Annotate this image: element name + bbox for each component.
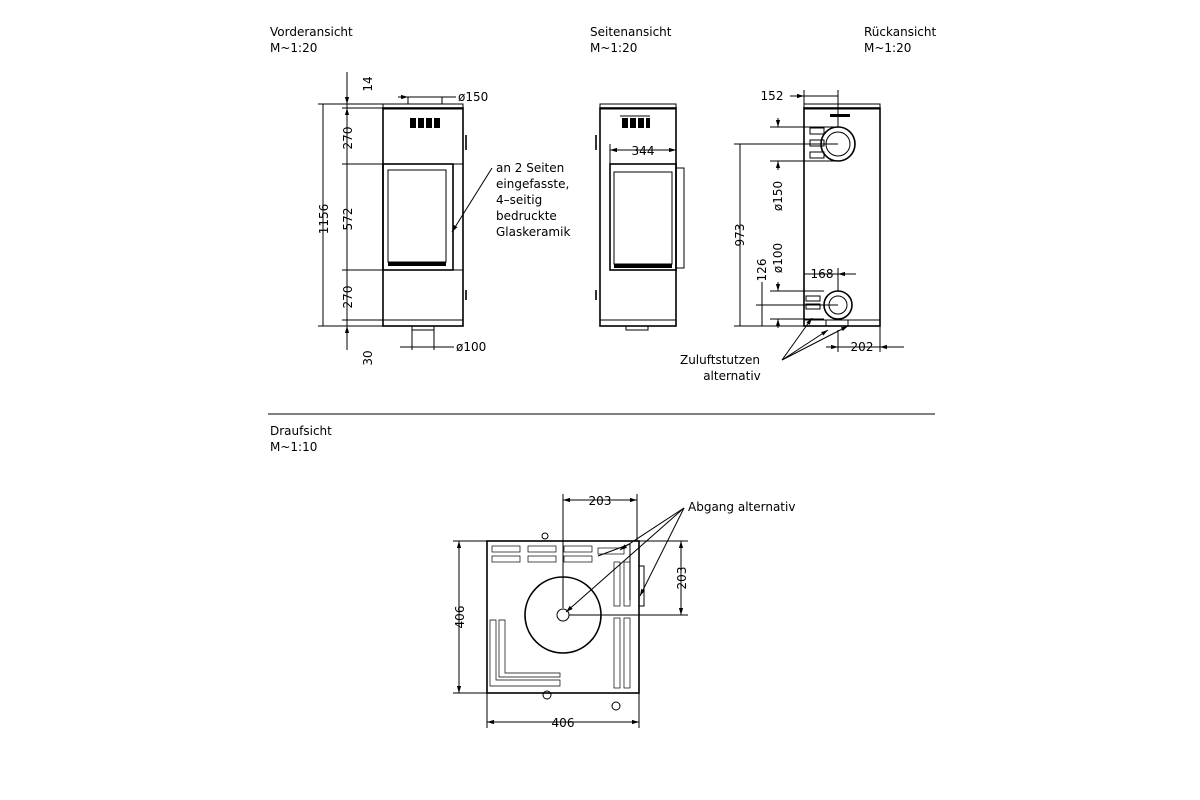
top-dim-center-y: 203 (675, 566, 689, 590)
front-note-line-3: 4–seitig (496, 193, 543, 207)
side-grille (622, 118, 650, 128)
front-dim-window: 572 (341, 207, 355, 231)
top-note: Abgang alternativ (688, 500, 796, 514)
top-dim-center-x: 203 (588, 494, 612, 508)
front-dim-lower: 270 (341, 285, 355, 309)
top-view-title: Draufsicht (270, 424, 332, 438)
front-flue-collar (408, 97, 442, 104)
front-note-line-4: bedruckte (496, 209, 557, 223)
front-door (383, 164, 453, 270)
back-dim-side-offset: 202 (850, 340, 874, 354)
top-view-scale: M~1:10 (270, 440, 318, 454)
side-glass (614, 172, 672, 264)
front-air-dia: ø100 (456, 340, 487, 354)
side-dim-depth: 344 (631, 144, 655, 158)
front-view (317, 72, 570, 366)
front-note-line-1: an 2 Seiten (496, 161, 565, 175)
back-dim-air-offset: 168 (810, 267, 834, 281)
front-glass (388, 170, 446, 262)
back-dim-air-dia: ø100 (771, 242, 785, 274)
top-dim-depth: 406 (453, 605, 467, 629)
side-stove-body (600, 108, 676, 326)
back-stove-body (804, 108, 880, 326)
front-dim-upper: 270 (341, 126, 355, 150)
front-view-scale: M~1:20 (270, 41, 318, 55)
side-view-title: Seitenansicht (590, 25, 672, 39)
front-dim-topcap: 14 (361, 76, 375, 92)
back-dim-air-height: 126 (755, 258, 769, 282)
back-view-scale: M~1:20 (864, 41, 912, 55)
front-view-title: Vorderansicht (270, 25, 353, 39)
side-view-scale: M~1:20 (590, 41, 638, 55)
front-dim-total: 1156 (317, 203, 331, 235)
back-note-line-2: alternativ (703, 369, 761, 383)
back-view (680, 89, 904, 383)
back-dim-flue-dia: ø150 (771, 180, 785, 212)
side-door (610, 164, 676, 270)
front-grille (410, 118, 440, 128)
front-dim-base: 30 (361, 350, 375, 366)
top-dim-width: 406 (551, 716, 575, 730)
front-stove-body (383, 108, 463, 326)
front-note-line-2: eingefasste, (496, 177, 570, 191)
side-view (596, 104, 684, 330)
side-handle (676, 168, 684, 268)
front-flue-dia: ø150 (458, 90, 489, 104)
front-note-line-5: Glaskeramik (496, 225, 571, 239)
front-note-leader (452, 168, 492, 232)
top-grille (490, 546, 630, 688)
back-note-line-1: Zuluftstutzen (679, 353, 761, 367)
back-dim-flue-height: 973 (733, 223, 747, 247)
back-dim-flue-offset: 152 (760, 89, 784, 103)
top-view (453, 494, 795, 730)
back-view-title: Rückansicht (864, 25, 937, 39)
